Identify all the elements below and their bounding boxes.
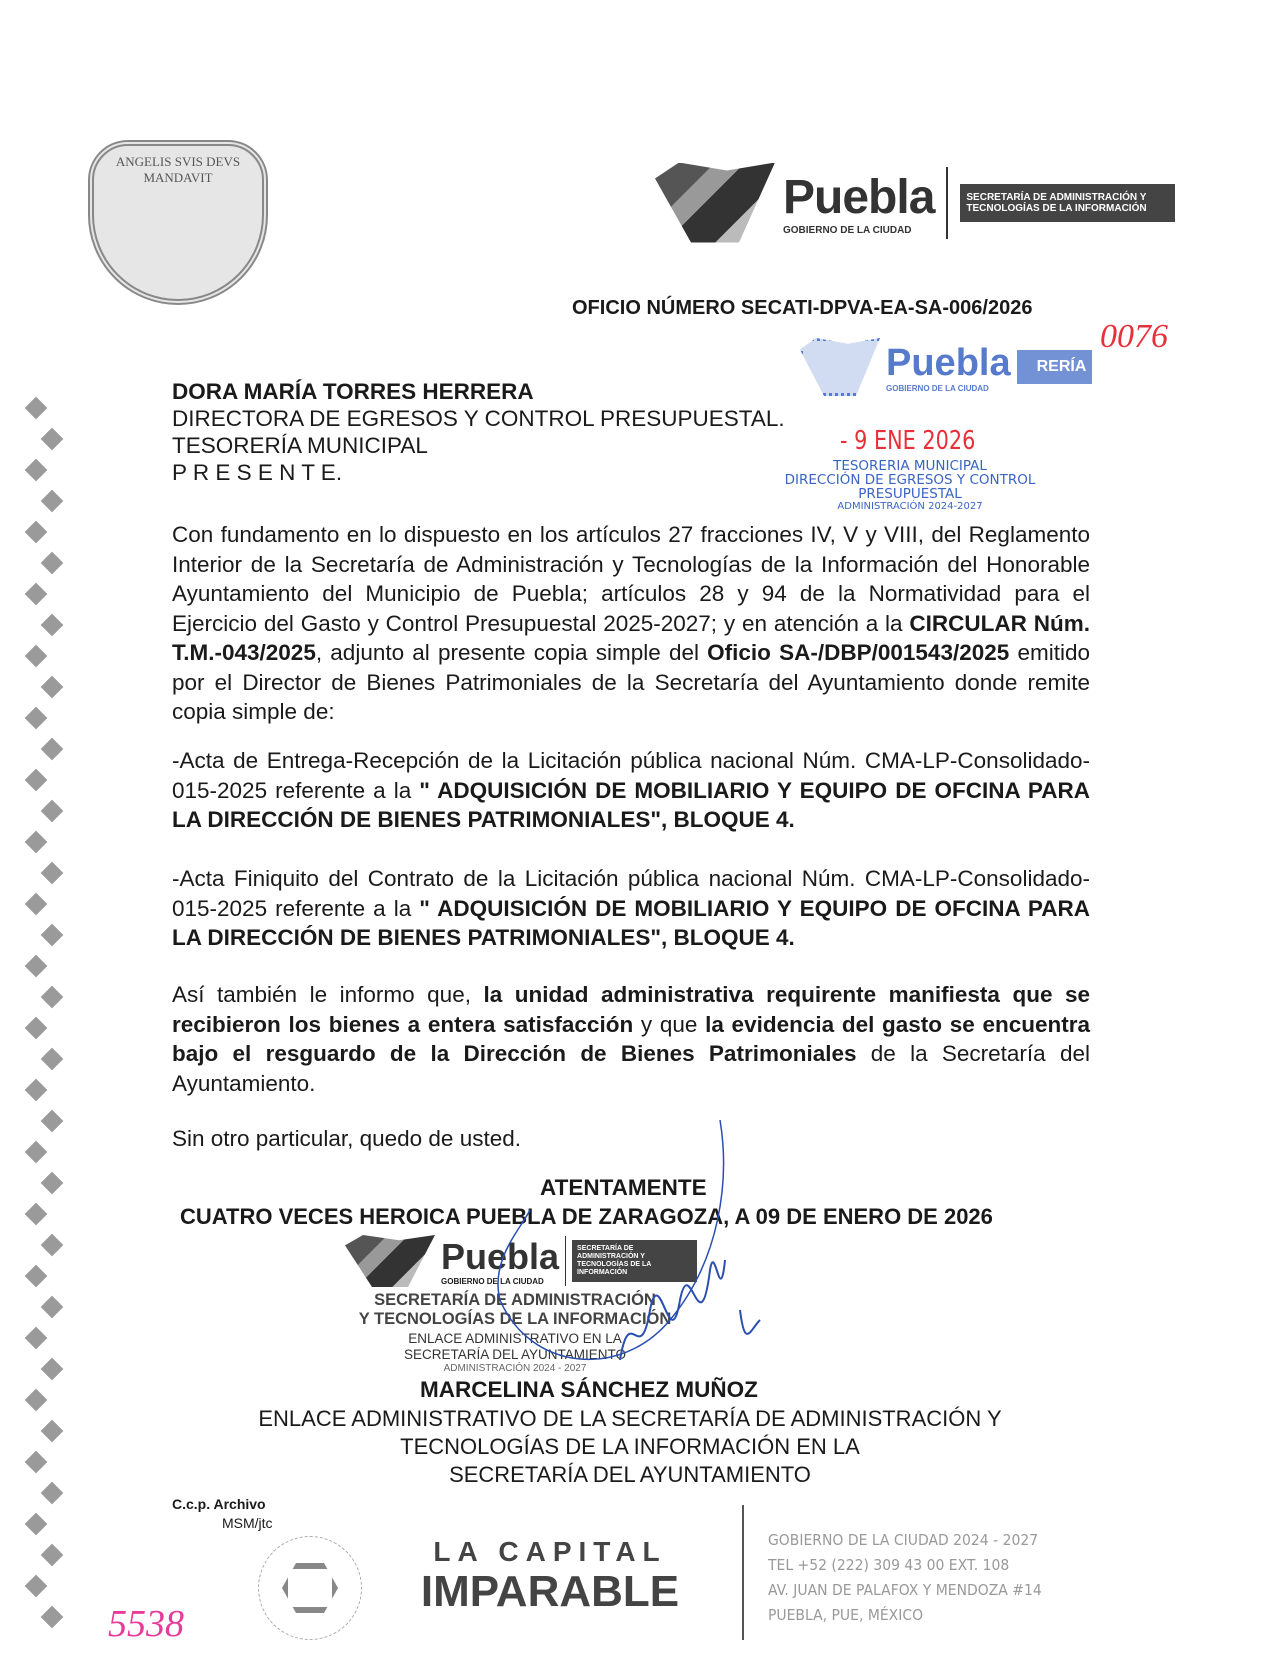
title-line: ENLACE ADMINISTRATIVO DE LA SECRETARÍA DE ADMINISTRACIÓN Y <box>258 1406 1002 1431</box>
border-diamond-icon <box>25 1451 48 1474</box>
logo-name: Puebla <box>783 170 935 224</box>
logo-emblem-icon <box>655 163 775 243</box>
signer-title <box>160 1405 1100 1489</box>
stamp-line: SECRETARÍA DE ADMINISTRACIÓN <box>374 1291 656 1309</box>
text: y que <box>633 1011 706 1037</box>
text: -Acta de Entrega-Recepción de la Licitación pública nacional Núm. CMA-LP-Consolidado-015-2025 referente a la <box>172 748 1090 803</box>
contact-line: GOBIERNO DE LA CIUDAD 2024 - 2027 <box>768 1531 1039 1549</box>
border-diamond-icon <box>25 1203 48 1226</box>
stamp-line: ADMINISTRACIÓN 2024-2027 <box>837 501 983 512</box>
recipient-block <box>172 378 785 486</box>
slogan-line1: LA CAPITAL <box>433 1536 667 1567</box>
stamp-line: ENLACE ADMINISTRATIVO EN LA <box>408 1331 622 1346</box>
stamp-logo-sub: GOBIERNO DE LA CIUDAD <box>886 383 989 393</box>
recipient-name: DORA MARÍA TORRES HERRERA <box>172 379 534 404</box>
contact-line: AV. JUAN DE PALAFOX Y MENDOZA #14 <box>768 1581 1042 1599</box>
slogan <box>400 1535 700 1615</box>
border-diamond-icon <box>25 1017 48 1040</box>
recipient-office: TESORERÍA MUNICIPAL <box>172 433 428 458</box>
text: Con fundamento en lo dispuesto en los artículos 27 fracciones IV, V y VIII, del Reglamento Interior de la Secretaría de Administración y Tecnologías de la Información del Honorable Ayuntamiento del Municipio de Puebla; artículos 28 y 94 de la Normatividad para el Ejercicio del Gasto y Control Presupuestal 2025-2027; y en atención a la <box>172 522 1090 636</box>
oficio-ref: Oficio SA-/DBP/001543/2025 <box>707 640 1010 665</box>
border-diamond-icon <box>25 1079 48 1102</box>
stamp-line: TESORERIA MUNICIPAL <box>833 458 987 474</box>
ccp: C.c.p. Archivo <box>172 1496 266 1512</box>
stamp-emblem-icon <box>345 1235 435 1287</box>
text-bold: la unidad administrativa requirente manifiesta que se recibieron los bienes a entera satisfacción <box>172 982 1091 1037</box>
border-diamond-icon <box>41 1048 64 1071</box>
paragraph-1 <box>172 520 1090 727</box>
border-diamond-icon <box>25 769 48 792</box>
text: -Acta Finiquito del Contrato de la Licitación pública nacional Núm. CMA-LP-Consolidado-015-2025 referente a la <box>172 866 1090 921</box>
border-diamond-icon <box>41 1544 64 1567</box>
received-stamp-text <box>760 459 1060 513</box>
border-diamond-icon <box>41 552 64 575</box>
received-stamp-logo <box>800 338 1092 396</box>
paragraph-2 <box>172 746 1090 835</box>
stamp-line: PRESUPUESTAL <box>858 486 962 502</box>
text: , adjunto al presente copia simple del <box>315 640 708 665</box>
border-diamond-icon <box>25 397 48 420</box>
border-diamond-icon <box>41 490 64 513</box>
border-diamond-icon <box>25 645 48 668</box>
handwritten-folio: 0076 <box>1100 318 1168 355</box>
border-diamond-icon <box>41 428 64 451</box>
border-diamond-icon <box>25 1141 48 1164</box>
stamp-line: SECRETARÍA DEL AYUNTAMIENTO <box>403 1347 627 1362</box>
border-diamond-icon <box>25 893 48 916</box>
norma-seal <box>258 1536 362 1640</box>
stamp-emblem-icon <box>800 338 880 396</box>
border-diamond-icon <box>25 1575 48 1598</box>
border-diamond-icon <box>41 1234 64 1257</box>
border-diamond-icon <box>25 1327 48 1350</box>
stamp-box: RERÍA <box>1017 350 1093 384</box>
border-diamond-icon <box>25 1389 48 1412</box>
received-date: - 9 ENE 2026 <box>840 426 976 456</box>
text-bold: la evidencia del gasto se encuentra bajo el resguardo de la Dirección de Bienes Patrimoniales <box>172 1011 1091 1066</box>
border-diamond-icon <box>41 1296 64 1319</box>
presente: P R E S E N T E. <box>172 460 343 485</box>
border-diamond-icon <box>41 1606 64 1629</box>
decorative-left-border <box>22 400 72 1650</box>
footer-divider <box>742 1505 744 1640</box>
acquisition-title: " ADQUISICIÓN DE MOBILIARIO Y EQUIPO DE OFCINA PARA LA DIRECCIÓN DE BIENES PATRIMONIALES", BLOQUE 4. <box>172 777 1090 832</box>
border-diamond-icon <box>41 924 64 947</box>
puebla-logo-header <box>655 160 1190 245</box>
border-diamond-icon <box>25 583 48 606</box>
border-diamond-icon <box>25 1513 48 1536</box>
border-diamond-icon <box>41 1110 64 1133</box>
acquisition-title: " ADQUISICIÓN DE MOBILIARIO Y EQUIPO DE OFCINA PARA LA DIRECCIÓN DE BIENES PATRIMONIALES", BLOQUE 4. <box>172 895 1090 950</box>
atentamente: ATENTAMENTE <box>540 1175 707 1200</box>
title-line: TECNOLOGÍAS DE LA INFORMACIÓN EN LA <box>400 1434 860 1459</box>
contact-line: TEL +52 (222) 309 43 00 EXT. 108 <box>768 1556 1010 1574</box>
border-diamond-icon <box>25 1265 48 1288</box>
text: emitido por el Director de Bienes Patrimoniales de la Secretaría del Ayuntamiento donde remite copia simple de: <box>172 640 1090 724</box>
circular-ref: CIRCULAR Núm. T.M.-043/2025 <box>172 610 1090 665</box>
logo-subtitle: GOBIERNO DE LA CIUDAD <box>783 224 912 236</box>
border-diamond-icon <box>41 986 64 1009</box>
hexagon-icon <box>282 1563 338 1613</box>
border-diamond-icon <box>41 614 64 637</box>
stamp-line: DIRECCIÓN DE EGRESOS Y CONTROL <box>784 472 1036 488</box>
border-diamond-icon <box>41 676 64 699</box>
paragraph-4 <box>172 980 1090 1098</box>
border-diamond-icon <box>41 1420 64 1443</box>
paragraph-3 <box>172 864 1090 953</box>
place-date: CUATRO VECES HEROICA PUEBLA DE ZARAGOZA, A 09 DE ENERO DE 2026 <box>180 1204 993 1229</box>
oficio-number: OFICIO NÚMERO SECATI-DPVA-EA-SA-006/2026 <box>572 297 1033 319</box>
title-line: SECRETARÍA DEL AYUNTAMIENTO <box>449 1462 811 1487</box>
border-diamond-icon <box>25 831 48 854</box>
footer-contact <box>768 1528 1042 1628</box>
stamp-logo-sub: GOBIERNO DE LA CIUDAD <box>441 1276 544 1286</box>
border-diamond-icon <box>25 521 48 544</box>
contact-line: PUEBLA, PUE, MÉXICO <box>768 1606 924 1624</box>
border-diamond-icon <box>41 1482 64 1505</box>
slogan-line2: IMPARABLE <box>420 1567 680 1616</box>
border-diamond-icon <box>41 862 64 885</box>
border-diamond-icon <box>41 738 64 761</box>
closing: Sin otro particular, quedo de usted. <box>172 1126 521 1151</box>
initials: MSM/jtc <box>222 1515 273 1531</box>
border-diamond-icon <box>41 1358 64 1381</box>
border-diamond-icon <box>25 459 48 482</box>
border-diamond-icon <box>25 707 48 730</box>
city-seal <box>88 140 268 305</box>
handwritten-number: 5538 <box>108 1603 184 1645</box>
border-diamond-icon <box>41 800 64 823</box>
stamp-logo-name: Puebla <box>441 1235 560 1277</box>
stamp-line: Y TECNOLOGÍAS DE LA INFORMACIÓN <box>358 1310 672 1328</box>
border-diamond-icon <box>41 1172 64 1195</box>
secretaria-box: SECRETARÍA DE ADMINISTRACIÓN Y TECNOLOGÍAS DE LA INFORMACIÓN <box>960 184 1175 222</box>
stamp-logo-name: Puebla <box>886 341 1011 384</box>
text: de la Secretaría del Ayuntamiento. <box>172 1041 1090 1096</box>
text: Así también le informo que, <box>172 982 484 1007</box>
border-diamond-icon <box>25 955 48 978</box>
signer-name: MARCELINA SÁNCHEZ MUÑOZ <box>420 1377 758 1402</box>
seal-motto: ANGELIS SVIS DEVS MANDAVIT <box>115 154 241 185</box>
stamp-box: SECRETARÍA DE ADMINISTRACIÓN Y TECNOLOGÍAS DE LA INFORMACIÓN <box>572 1240 697 1282</box>
recipient-position: DIRECTORA DE EGRESOS Y CONTROL PRESUPUESTAL. <box>172 406 785 431</box>
stamp-line: ADMINISTRACIÓN 2024 - 2027 <box>443 1363 587 1374</box>
